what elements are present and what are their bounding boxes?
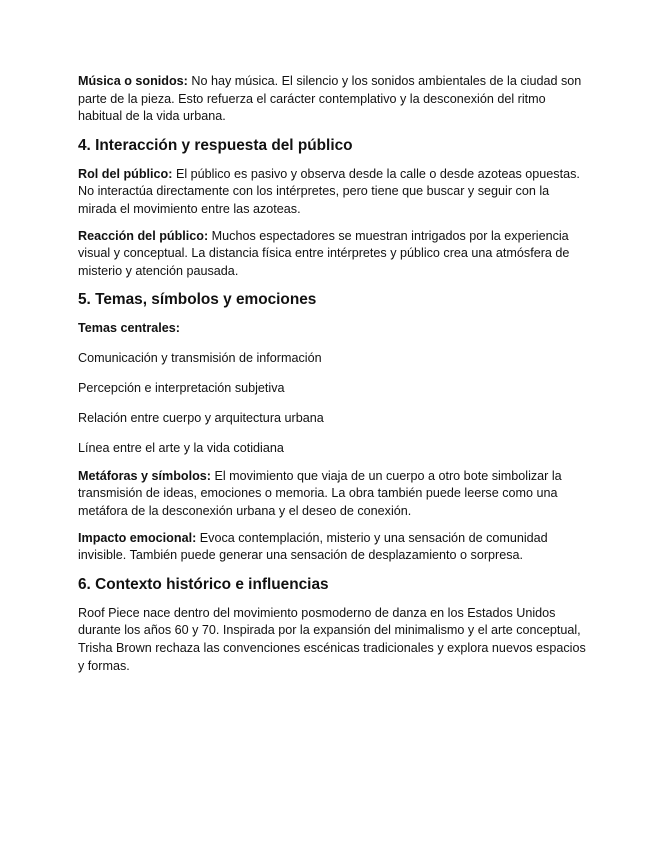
section-5-heading: 5. Temas, símbolos y emociones — [78, 291, 317, 309]
document-page — [78, 73, 588, 675]
rol-text: El público es pasivo y observa desde la calle o desde azoteas opuestas. No interactúa directamente con los intérpretes, pero tiene que buscar y seguir con la mirada el movimiento entre las azoteas. — [78, 166, 580, 216]
theme-item: Percepción e interpretación subjetiva — [78, 381, 285, 396]
reaccion-label: Reacción del público: — [78, 228, 209, 243]
reaccion-text: Muchos espectadores se muestran intrigados por la experiencia visual y conceptual. La distancia física entre intérpretes y público crea una atmósfera de misterio y atención pausada. — [78, 228, 570, 278]
rol-paragraph — [78, 166, 588, 219]
theme-item: Línea entre el arte y la vida cotidiana — [78, 441, 284, 456]
section-6-heading: 6. Contexto histórico e influencias — [78, 575, 329, 593]
metaforas-label: Metáforas y símbolos: — [78, 468, 211, 483]
section-4-heading: 4. Interacción y respuesta del público — [78, 136, 353, 154]
theme-item: Relación entre cuerpo y arquitectura urbana — [78, 411, 324, 426]
impacto-paragraph — [78, 530, 588, 565]
themes-label: Temas centrales: — [78, 321, 180, 336]
rol-label: Rol del público: — [78, 166, 173, 181]
impacto-text: Evoca contemplación, misterio y una sensación de comunidad invisible. También puede generar una sensación de desplazamiento o sorpresa. — [78, 530, 548, 563]
theme-item: Comunicación y transmisión de información — [78, 351, 322, 366]
musica-paragraph — [78, 73, 588, 126]
metaforas-paragraph — [78, 468, 588, 521]
impacto-label: Impacto emocional: — [78, 530, 197, 545]
musica-label: Música o sonidos: — [78, 74, 188, 88]
musica-text: No hay música. El silencio y los sonidos ambientales de la ciudad son parte de la pieza. Esto refuerza el carácter contemplativo y la desconexión del ritmo habitual de la vida urbana. — [78, 74, 582, 124]
metaforas-text: El movimiento que viaja de un cuerpo a otro bote simbolizar la transmisión de ideas, emociones o memoria. La obra también puede leerse como una metáfora de la desconexión urbana y el deseo de conexión. — [78, 468, 562, 519]
contexto-paragraph: Roof Piece nace dentro del movimiento posmoderno de danza en los Estados Unidos durante los años 60 y 70. Inspirada por la expansión del minimalismo y el arte conceptual, Trisha Brown rechaza las convenciones escénicas tradicionales y explora nuevos espacios y formas. — [78, 605, 586, 673]
reaccion-paragraph — [78, 228, 588, 281]
